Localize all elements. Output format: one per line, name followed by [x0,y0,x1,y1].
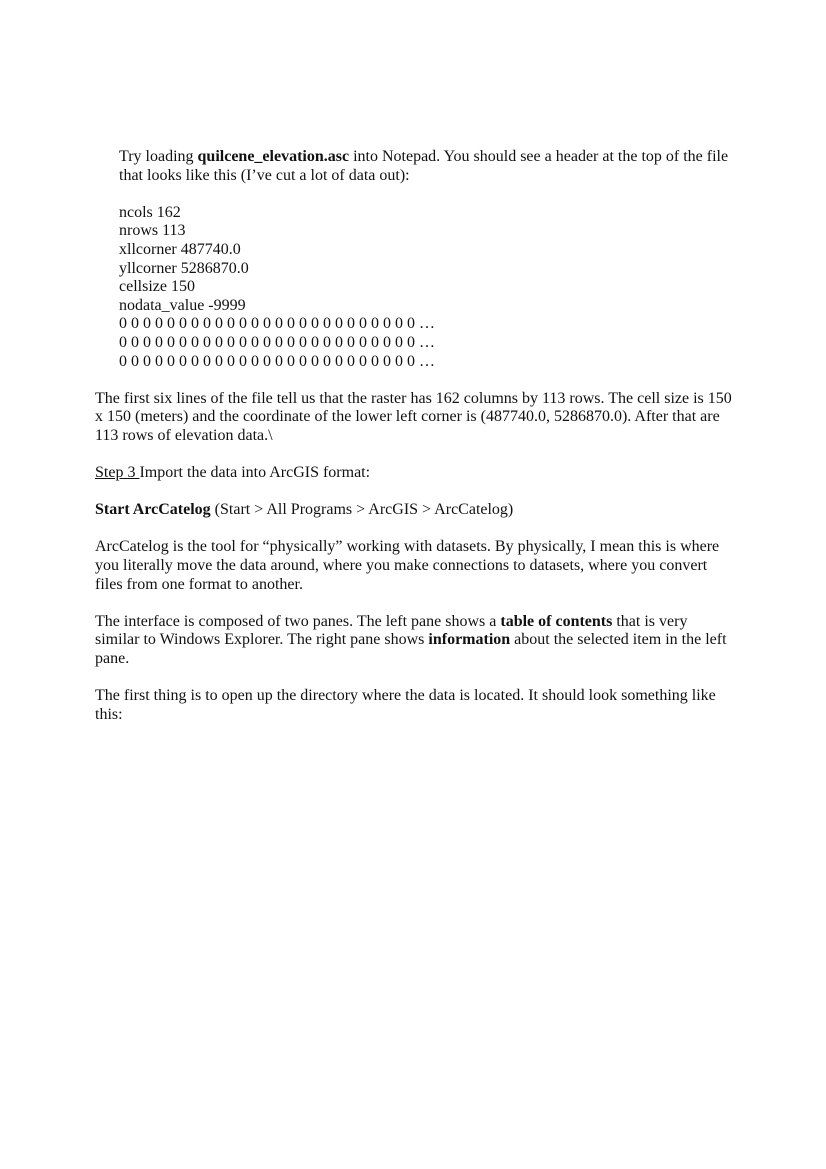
step3-paragraph [95,464,735,483]
start-arccatalog-paragraph [95,501,735,520]
interface-text-3: about the selected item in the left pane. [95,631,727,668]
explanation-paragraph: The first six lines of the file tell us that the raster has 162 columns by 113 rows. The cell size is 150 x 150 (meters) and the coordinate of the lower left corner is (487740.0, 5286870.0). After that are 113 rows of elevation data.\ [95,389,732,444]
data-row-line: 0 0 0 0 0 0 0 0 0 0 0 0 0 0 0 0 0 0 0 0 0 0 0 0 0 … [119,352,435,370]
intro-pre: Try loading [119,148,198,165]
intro-filename: quilcene_elevation.asc [197,148,350,165]
data-row-line: 0 0 0 0 0 0 0 0 0 0 0 0 0 0 0 0 0 0 0 0 0 0 0 0 0 … [119,315,435,333]
interface-text-2: that is very similar to Windows Explorer. The right pane shows [95,612,688,649]
intro-post: into Notepad. You should see a header at the top of the file that looks like this (I’ve cut a lot of data out): [119,148,729,184]
header-line: xllcorner 487740.0 [119,240,241,258]
step3-label: Step 3 [95,464,140,482]
document-page [95,148,735,724]
header-line: nrows 113 [119,222,186,240]
step3-text: Import the data into ArcGIS format: [139,464,371,482]
table-of-contents-term: table of contents [500,612,613,630]
start-arccatalog-path: (Start > All Programs > ArcGIS > ArcCatelog) [210,501,514,519]
first-thing-paragraph: The first thing is to open up the directory where the data is located. It should look something like this: [95,687,716,723]
header-line: yllcorner 5286870.0 [119,259,249,277]
information-term: information [428,631,511,649]
data-row-line: 0 0 0 0 0 0 0 0 0 0 0 0 0 0 0 0 0 0 0 0 0 0 0 0 0 … [119,333,435,351]
ascii-header-block [95,204,735,371]
arccatalog-description: ArcCatelog is the tool for “physically” working with datasets. By physically, I mean this is where you literally move the data around, where you make connections to datasets, where you convert files from one format to another. [95,538,720,593]
header-line: cellsize 150 [119,278,195,296]
start-arccatalog-bold: Start ArcCatelog [95,501,211,519]
header-line: ncols 162 [119,203,181,221]
interface-paragraph [95,613,735,669]
interface-text-1: The interface is composed of two panes. The left pane shows a [95,612,501,630]
intro-paragraph [95,148,735,185]
header-line: nodata_value -9999 [119,296,246,314]
